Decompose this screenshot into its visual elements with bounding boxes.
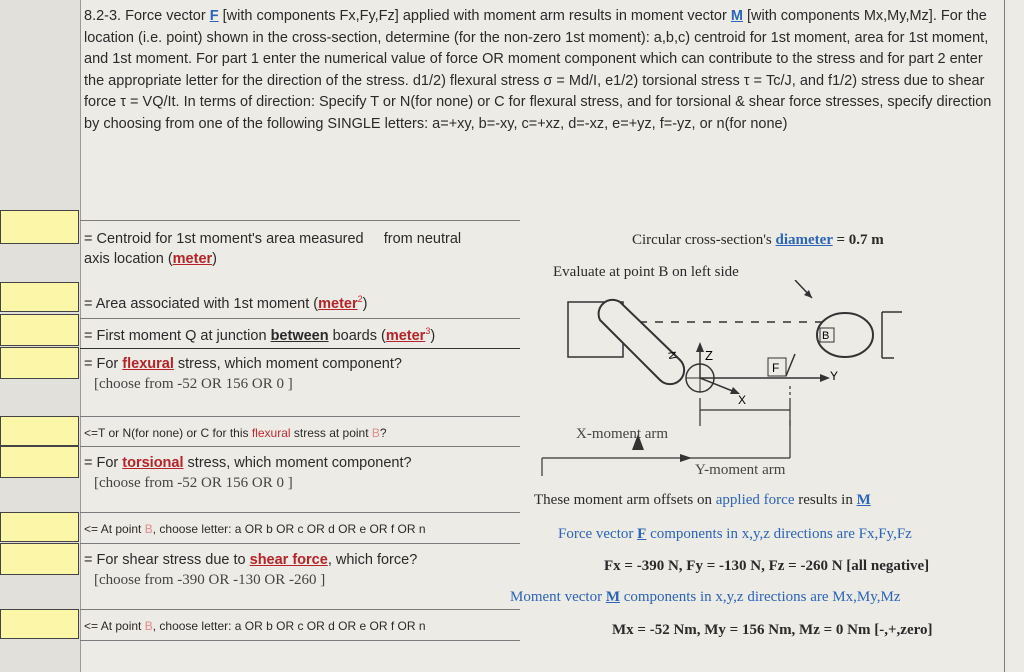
question-first-moment: = First moment Q at junction between boards (meter$^3$) bbox=[84, 326, 436, 344]
grid-line bbox=[80, 416, 520, 417]
force-values: Fx = -390 N, Fy = -130 N, Fz = -260 N [all negative] bbox=[604, 558, 930, 574]
diagram bbox=[540, 280, 920, 480]
moment-values: Mx = -52 Nm, My = 156 Nm, Mz = 0 Nm [-,+,zero] bbox=[612, 622, 933, 638]
grid-line bbox=[80, 543, 520, 544]
answer-cell-first-moment[interactable] bbox=[0, 314, 79, 346]
question-flexural-moment: = For flexural stress, which moment component? [choose from -52 OR 156 OR 0 ] bbox=[84, 356, 402, 392]
answer-cell-flexural-moment[interactable] bbox=[0, 347, 79, 379]
y-axis-label: Y bbox=[830, 369, 839, 383]
answer-cell-torsional-direction[interactable] bbox=[0, 512, 79, 542]
answer-cell-shear-force[interactable] bbox=[0, 543, 79, 575]
beam-cylinder bbox=[599, 300, 685, 384]
explanation-line-1: These moment arm offsets on applied force results in M bbox=[534, 492, 871, 508]
answer-cell-centroid[interactable] bbox=[0, 210, 79, 244]
grid-line bbox=[80, 348, 520, 349]
explanation-line-2: Force vector F components in x,y,z directions are Fx,Fy,Fz bbox=[558, 526, 912, 542]
grid-line bbox=[80, 640, 520, 641]
answer-cell-torsional-moment[interactable] bbox=[0, 446, 79, 478]
grid-line bbox=[80, 318, 520, 319]
x-axis bbox=[700, 378, 735, 392]
question-shear-direction: <= At point B, choose letter: a OR b OR c OR d OR e OR f OR n bbox=[84, 619, 426, 633]
problem-number: 8.2-3. bbox=[84, 8, 122, 24]
grid-line bbox=[1004, 0, 1005, 672]
grid-line bbox=[80, 512, 520, 513]
grid-line bbox=[80, 446, 520, 447]
question-torsional-direction: <= At point B, choose letter: a OR b OR c OR d OR e OR f OR n bbox=[84, 522, 426, 536]
y-moment-arm-label: Y-moment arm bbox=[695, 462, 786, 478]
answer-cell-shear-direction[interactable] bbox=[0, 609, 79, 639]
question-centroid: = Centroid for 1st moment's area measured from neutral axis location (meter) bbox=[84, 231, 462, 267]
force-arrow bbox=[786, 354, 795, 376]
answer-cell-flexural-direction[interactable] bbox=[0, 416, 79, 446]
question-area: = Area associated with 1st moment (meter$^2$) bbox=[84, 294, 368, 312]
evaluate-label: Evaluate at point B on left side bbox=[553, 264, 739, 280]
problem-statement: 8.2-3. Force vector F [with components Fx,Fy,Fz] applied with moment arm results in moment vector M [with components Mx,My,Mz]. For the location (i.e. point) shown in the cross-section, determine (for the non-zero 1st moment): a,b,c) centroid for 1st moment, area for 1st moment, and 1st moment. For part 1 enter the numerical value of force OR moment component which can contribute to the stress and for part 2 enter the appropriate letter for the direction of the stress. d1/2) flexural stress σ = Md/I, e1/2) torsional stress τ = Tc/J, and f1/2) stress due to shear force τ = VQ/It. In terms of direction: Specify T or N(for none) or C for flexural stress, and for torsional & shear force stresses, specify direction by choosing from one of the following SINGLE letters: a=+xy, b=-xy, c=+xz, d=-xz, e=+yz, f=-yz, or n(for none) bbox=[84, 8, 992, 132]
y-arm-arrow bbox=[680, 454, 692, 462]
question-flexural-direction: <=T or N(for none) or C for this flexural stress at point B? bbox=[84, 426, 387, 440]
question-torsional-moment: = For torsional stress, which moment component? [choose from -52 OR 156 OR 0 ] bbox=[84, 455, 412, 491]
cross-section-label: Circular cross-section's diameter = 0.7 m bbox=[632, 232, 884, 248]
explanation-line-4: Moment vector M components in x,y,z directions are Mx,My,Mz bbox=[510, 589, 901, 605]
point-b-label: B bbox=[822, 330, 830, 342]
x-axis-label: X bbox=[738, 393, 747, 407]
n-label: N bbox=[665, 350, 679, 361]
answer-cell-area[interactable] bbox=[0, 282, 79, 312]
x-moment-arm-label: X-moment arm bbox=[576, 426, 669, 442]
force-label: F bbox=[772, 361, 780, 375]
z-axis-label: Z bbox=[705, 348, 713, 363]
grid-line bbox=[80, 220, 520, 221]
grid-line bbox=[80, 609, 520, 610]
question-shear-force: = For shear stress due to shear force, which force? [choose from -390 OR -130 OR -260 ] bbox=[84, 552, 418, 588]
